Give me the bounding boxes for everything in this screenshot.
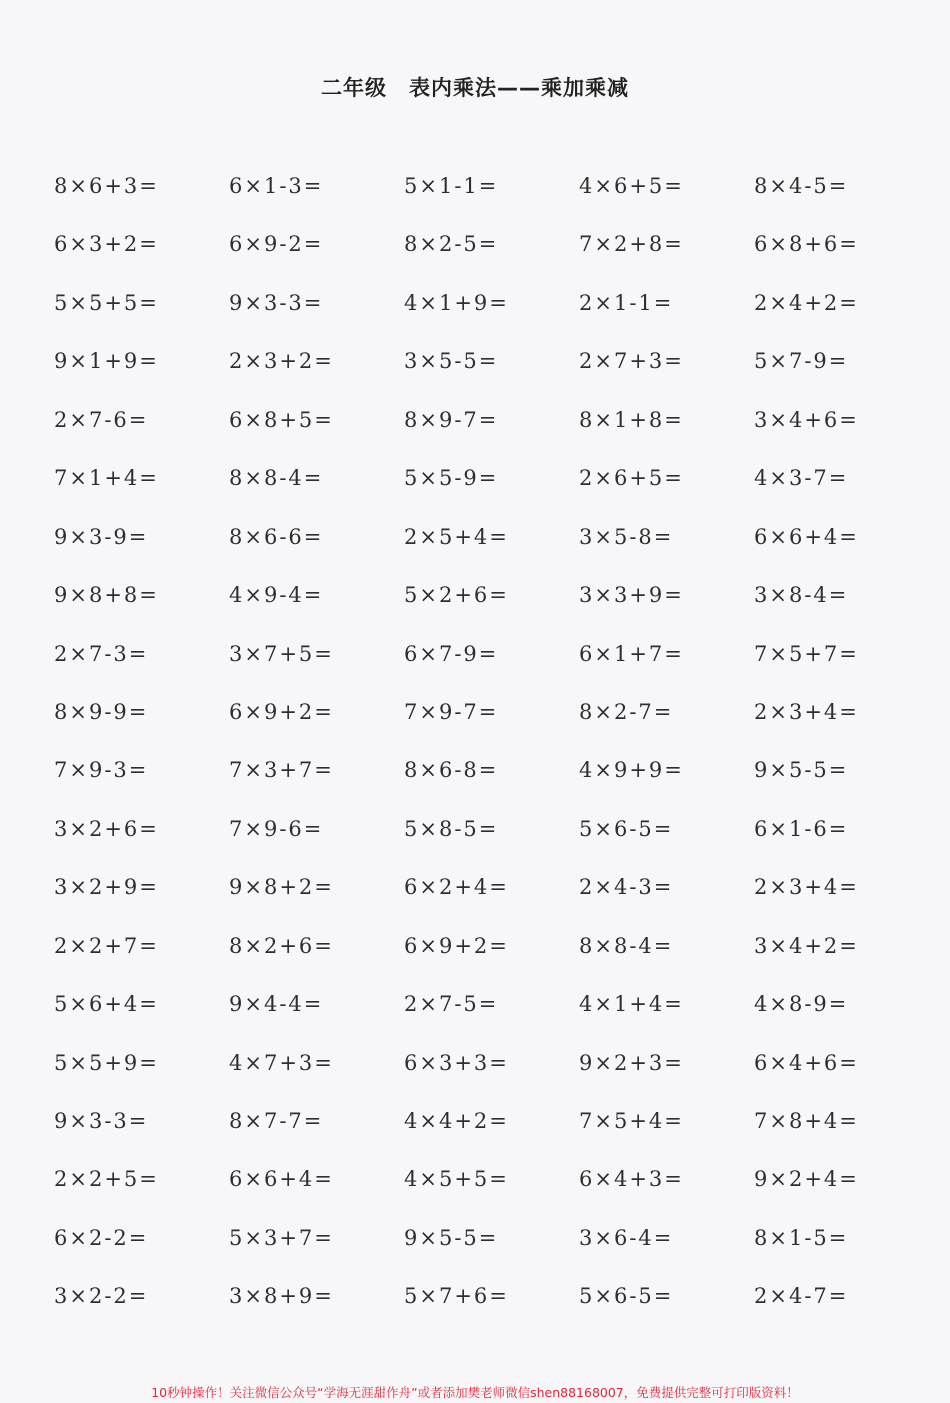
math-problem: 5×7+6=	[404, 1284, 509, 1309]
math-problem: 7×3+7=	[229, 758, 334, 783]
math-problem: 9×3-3=	[229, 290, 324, 315]
math-problem: 2×4-7=	[754, 1284, 849, 1309]
math-problem: 6×7-9=	[404, 641, 499, 666]
problem-row	[54, 634, 934, 692]
math-problem: 4×8-9=	[754, 992, 849, 1017]
math-problem: 8×6+3=	[54, 174, 159, 198]
math-problem: 5×7-9=	[754, 349, 849, 374]
problem-row	[54, 750, 934, 808]
math-problem: 3×5-8=	[579, 524, 674, 549]
problem-row	[54, 926, 934, 984]
problem-row	[54, 283, 934, 341]
math-problem: 8×6-8=	[404, 758, 499, 783]
math-problem: 8×8-4=	[229, 466, 324, 491]
math-problem: 6×2+4=	[404, 875, 509, 900]
math-problem: 5×3+7=	[229, 1225, 334, 1250]
math-problem: 8×9-9=	[54, 699, 149, 724]
math-problem: 4×9-4=	[229, 583, 324, 608]
math-problem: 9×2+4=	[754, 1167, 859, 1192]
problem-row	[54, 1218, 934, 1276]
math-problem: 2×6+5=	[579, 466, 684, 491]
math-problem: 2×3+4=	[754, 699, 859, 724]
math-problem: 6×1+7=	[579, 641, 684, 666]
problem-row	[54, 1043, 934, 1101]
math-problem: 4×4+2=	[404, 1109, 509, 1133]
math-problem: 9×3-9=	[54, 524, 149, 549]
math-problem: 3×4+6=	[754, 407, 859, 432]
math-problem: 7×8+4=	[754, 1109, 859, 1133]
math-problem: 8×2+6=	[229, 933, 334, 958]
math-problem: 6×2-2=	[54, 1225, 149, 1250]
math-problem: 2×3+4=	[754, 875, 859, 900]
math-problem: 6×3+2=	[54, 232, 159, 257]
math-problem: 8×4-5=	[754, 174, 849, 198]
math-problem: 8×9-7=	[404, 407, 499, 432]
problem-row	[54, 166, 934, 224]
math-problem: 8×2-7=	[579, 699, 674, 724]
math-problem: 9×1+9=	[54, 349, 159, 374]
problem-grid	[54, 166, 934, 1335]
math-problem: 9×5-5=	[404, 1225, 499, 1250]
problem-row	[54, 692, 934, 750]
problem-row	[54, 400, 934, 458]
math-problem: 3×2+6=	[54, 816, 159, 841]
math-problem: 5×5-9=	[404, 466, 499, 491]
problem-row	[54, 224, 934, 282]
math-problem: 8×1+8=	[579, 407, 684, 432]
math-problem: 9×5-5=	[754, 758, 849, 783]
math-problem: 5×6-5=	[579, 1284, 674, 1309]
math-problem: 6×4+6=	[754, 1050, 859, 1075]
math-problem: 3×5-5=	[404, 349, 499, 374]
math-problem: 6×8+6=	[754, 232, 859, 257]
math-problem: 8×8-4=	[579, 933, 674, 958]
problem-row	[54, 1101, 934, 1159]
math-problem: 8×7-7=	[229, 1109, 324, 1133]
math-problem: 8×2-5=	[404, 232, 499, 257]
math-problem: 2×3+2=	[229, 349, 334, 374]
worksheet-title: 二年级 表内乘法——乘加乘减	[321, 76, 629, 100]
problem-row	[54, 1159, 934, 1217]
math-problem: 6×9-2=	[229, 232, 324, 257]
math-problem: 3×3+9=	[579, 583, 684, 608]
math-problem: 4×1+4=	[579, 992, 684, 1017]
math-problem: 5×5+9=	[54, 1050, 159, 1075]
math-problem: 2×2+5=	[54, 1167, 159, 1192]
math-problem: 5×5+5=	[54, 290, 159, 315]
math-problem: 4×1+9=	[404, 290, 509, 315]
math-problem: 7×5+4=	[579, 1109, 684, 1133]
math-problem: 2×7+3=	[579, 349, 684, 374]
problem-row	[54, 341, 934, 399]
math-problem: 3×8+9=	[229, 1284, 334, 1309]
math-problem: 2×1-1=	[579, 290, 674, 315]
math-problem: 4×3-7=	[754, 466, 849, 491]
math-problem: 2×2+7=	[54, 933, 159, 958]
math-problem: 7×2+8=	[579, 232, 684, 257]
math-problem: 6×3+3=	[404, 1050, 509, 1075]
math-problem: 3×8-4=	[754, 583, 849, 608]
math-problem: 9×2+3=	[579, 1050, 684, 1075]
problem-row	[54, 984, 934, 1042]
problem-row	[54, 1276, 934, 1334]
math-problem: 6×4+3=	[579, 1167, 684, 1192]
math-problem: 3×6-4=	[579, 1225, 674, 1250]
math-problem: 7×9-6=	[229, 816, 324, 841]
math-problem: 5×6+4=	[54, 992, 159, 1017]
math-problem: 6×1-6=	[754, 816, 849, 841]
math-problem: 5×1-1=	[404, 174, 499, 198]
problem-row	[54, 575, 934, 633]
math-problem: 7×1+4=	[54, 466, 159, 491]
math-problem: 5×2+6=	[404, 583, 509, 608]
problem-row	[54, 867, 934, 925]
math-problem: 8×1-5=	[754, 1225, 849, 1250]
math-problem: 2×7-3=	[54, 641, 149, 666]
math-problem: 5×8-5=	[404, 816, 499, 841]
math-problem: 4×9+9=	[579, 758, 684, 783]
math-problem: 2×4-3=	[579, 875, 674, 900]
math-problem: 6×6+4=	[754, 524, 859, 549]
math-problem: 9×3-3=	[54, 1109, 149, 1133]
math-problem: 6×1-3=	[229, 174, 324, 198]
footer-note: 10秒钟操作！关注微信公众号“学海无涯甜作舟”或者添加樊老师微信shen88168007，免费提供完整可打印版资料！	[151, 1385, 799, 1400]
problem-row	[54, 517, 934, 575]
math-problem: 6×6+4=	[229, 1167, 334, 1192]
math-problem: 2×7-5=	[404, 992, 499, 1017]
math-problem: 3×2-2=	[54, 1284, 149, 1309]
math-problem: 3×7+5=	[229, 641, 334, 666]
math-problem: 3×2+9=	[54, 875, 159, 900]
math-problem: 7×5+7=	[754, 641, 859, 666]
math-problem: 3×4+2=	[754, 933, 859, 958]
math-problem: 2×5+4=	[404, 524, 509, 549]
math-problem: 7×9-3=	[54, 758, 149, 783]
math-problem: 6×9+2=	[404, 933, 509, 958]
math-problem: 4×7+3=	[229, 1050, 334, 1075]
math-problem: 9×4-4=	[229, 992, 324, 1017]
problem-row	[54, 809, 934, 867]
math-problem: 6×9+2=	[229, 699, 334, 724]
math-problem: 9×8+2=	[229, 875, 334, 900]
math-problem: 2×4+2=	[754, 290, 859, 315]
math-problem: 7×9-7=	[404, 699, 499, 724]
math-problem: 2×7-6=	[54, 407, 149, 432]
math-problem: 6×8+5=	[229, 407, 334, 432]
math-problem: 8×6-6=	[229, 524, 324, 549]
math-problem: 9×8+8=	[54, 583, 159, 608]
math-problem: 4×6+5=	[579, 174, 684, 198]
math-problem: 4×5+5=	[404, 1167, 509, 1192]
math-problem: 5×6-5=	[579, 816, 674, 841]
problem-row	[54, 458, 934, 516]
